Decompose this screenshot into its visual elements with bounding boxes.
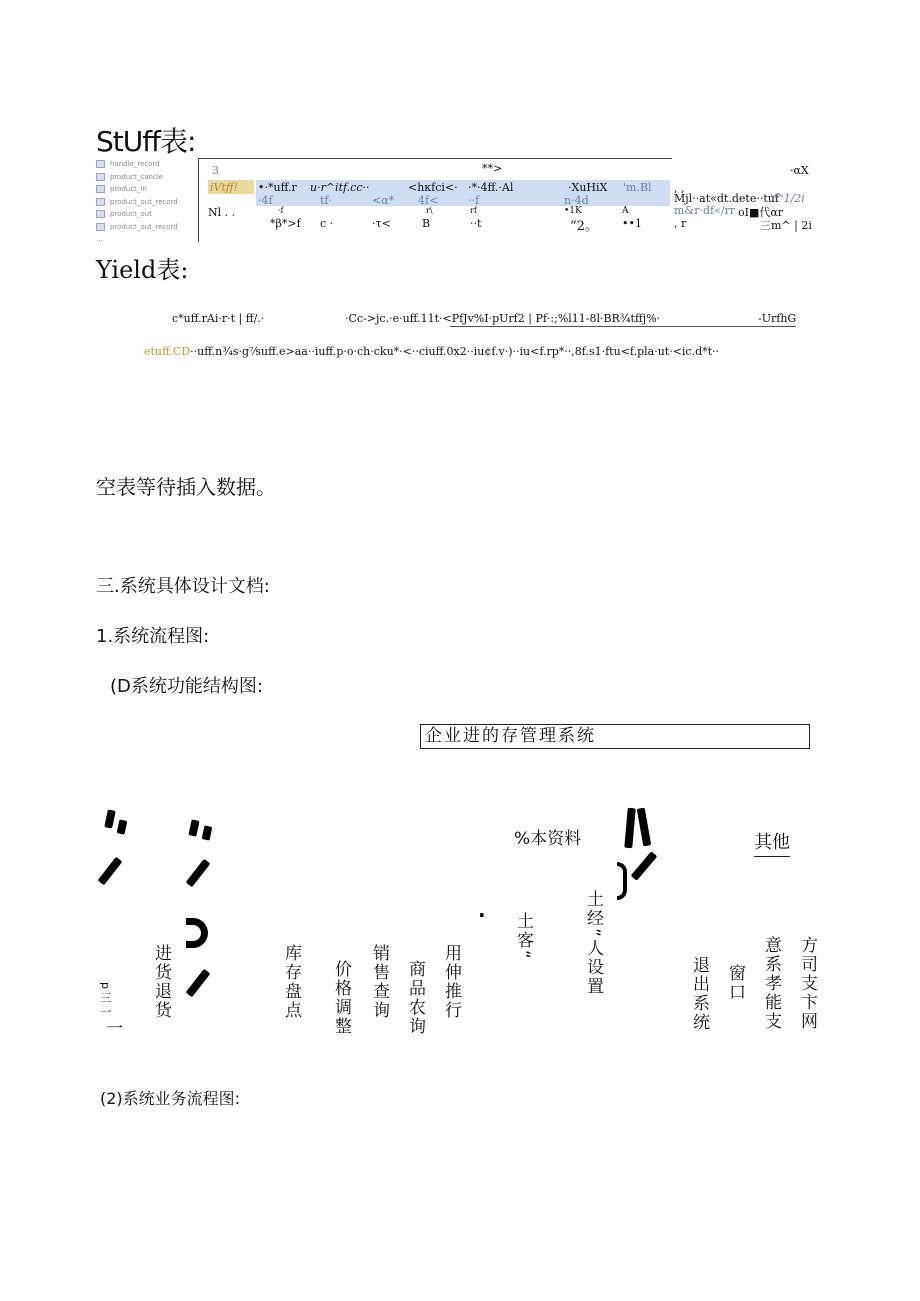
- empty-table-note: 空表等待插入数据。: [96, 475, 276, 499]
- list-item: handle_record: [96, 158, 196, 171]
- cell: •·*uff.r: [258, 181, 297, 194]
- yield-heading: Yield表:: [96, 256, 189, 284]
- cell: A: [622, 206, 629, 216]
- cell: n·4d: [564, 194, 589, 207]
- cell: '*"1/2i: [770, 192, 805, 205]
- diagram-leaf-node: 窗口: [725, 964, 745, 1002]
- diagram-leaf-node: 方司支卞网: [797, 936, 817, 1031]
- cell: “2。: [570, 219, 598, 234]
- yield-line-2: etuff.CD··uff.n¾s·g⁷⁄suff.e>aa··iuff.p·o·ch·cku*·<··ciuff.0x2··iu¢f.v·)··iu<f.rp*··,8f.s1·ftu<f.pla·ut·<ic.d*t··: [144, 345, 720, 358]
- cell: ·αX: [790, 164, 809, 177]
- cell: ·*·4ff.·Al: [468, 181, 514, 194]
- cell: Mjl··at«dt.dete··tuf: [674, 192, 779, 205]
- table-icon: [96, 198, 105, 206]
- table-icon: [96, 210, 105, 218]
- divider: [198, 158, 672, 159]
- list-item: product_out_record: [96, 221, 196, 234]
- connector-line: [186, 918, 208, 948]
- cell: ··t: [470, 217, 482, 230]
- section-title: 三.系统具体设计文档:: [96, 576, 270, 597]
- cell: c ·: [320, 217, 334, 230]
- stuff-heading: StUff表:: [96, 125, 196, 158]
- diagram-leaf-node: 一: [106, 1019, 123, 1039]
- connector-line: [617, 862, 627, 900]
- cell: tf·: [320, 194, 332, 207]
- stuff-table-screenshot: [198, 158, 672, 242]
- cell: 4f<: [418, 194, 439, 207]
- connector-line: [117, 819, 128, 834]
- yield-line-1c: -UrfhG: [758, 312, 797, 325]
- cell: , r: [674, 217, 687, 230]
- diagram-node-other: 其他: [754, 828, 790, 857]
- cell: ··f: [468, 194, 480, 207]
- diagram-leaf-node: 价格调整: [331, 960, 351, 1036]
- cell: oI■代αr: [738, 206, 784, 219]
- diagram-root-node: 企业进的存管理系统: [420, 724, 810, 749]
- divider: [198, 158, 199, 242]
- diagram-node-basic-info: %本资料: [514, 829, 582, 849]
- diagram-leaf-node: 土客“: [513, 912, 533, 961]
- yield-line-1a: c*uff.rAi·r·t | ff/.·: [172, 312, 265, 325]
- connector-line: [188, 819, 199, 836]
- cell: ••1: [622, 217, 642, 230]
- diagram-dot: .: [478, 898, 486, 922]
- cell: ·XuHiX: [568, 181, 608, 194]
- table-icon: [96, 185, 105, 193]
- table-icon: [96, 173, 105, 181]
- cell: rf: [470, 206, 477, 215]
- cell: •1K: [564, 206, 582, 216]
- yield-line-1b: ·Cc->jc.·e·uff.11t·<PfJv%I·pUrf2 | Pf·:;%l11-8l·BR¾tffj%·: [345, 312, 661, 325]
- table-icon: [96, 160, 105, 168]
- cell: **>: [482, 162, 503, 175]
- cell: <α*: [372, 194, 395, 207]
- connector-line: [624, 808, 635, 849]
- divider: [450, 326, 796, 327]
- diagram-leaf-node: 销售查询: [369, 944, 389, 1020]
- diagram-leaf-node: 退出系统: [689, 956, 709, 1032]
- cell: r\: [426, 206, 433, 215]
- diagram-leaf-node: 库存盘点: [281, 944, 301, 1020]
- diagram-leaf-node: 意系孝能支: [761, 936, 781, 1031]
- cell: B: [422, 217, 431, 230]
- connector-line: [186, 969, 211, 998]
- cell: 三m^ | 2i: [760, 219, 812, 232]
- subsection-title: (2)系统业务流程图:: [100, 1089, 241, 1108]
- connector-line: [202, 825, 213, 840]
- cell: ·f: [278, 206, 284, 215]
- list-item: product_in: [96, 183, 196, 196]
- cell: <hκfci<·: [408, 181, 458, 194]
- connector-line: [186, 859, 211, 888]
- list-item: ...: [96, 235, 103, 244]
- cell: ·4f: [258, 194, 273, 207]
- diagram-leaf-node: 商品农询: [405, 960, 425, 1036]
- connector-line: [98, 857, 123, 886]
- cell: Nl . .: [208, 206, 236, 219]
- subsection-title: (D系统功能结构图:: [110, 676, 263, 697]
- connector-line: [104, 809, 116, 828]
- cell: iVtff!: [210, 181, 239, 194]
- cell: ·τ<: [372, 217, 391, 230]
- diagram-leaf-node: p三一: [99, 982, 112, 1020]
- list-item: product_out: [96, 208, 196, 221]
- list-item: product_cancle: [96, 171, 196, 184]
- table-list: [96, 158, 196, 246]
- cell: 'm.Bl: [623, 181, 652, 194]
- cell: *β*>f: [270, 217, 301, 230]
- diagram-leaf-node: 进货退货: [151, 944, 171, 1020]
- diagram-leaf-node: 用伸推行: [441, 944, 461, 1020]
- cell: m&r·df«/rr: [674, 204, 736, 217]
- cell: u·r^itf.cc··: [310, 181, 370, 194]
- table-icon: [96, 223, 105, 231]
- list-item: product_out_record: [96, 196, 196, 209]
- diagram-leaf-node: 土经”人设置: [583, 890, 603, 996]
- connector-line: [637, 808, 651, 847]
- cell: , ,: [674, 182, 685, 195]
- subsection-title: 1.系统流程图:: [96, 626, 210, 647]
- connector-line: [631, 851, 658, 881]
- cell: 3: [212, 164, 219, 177]
